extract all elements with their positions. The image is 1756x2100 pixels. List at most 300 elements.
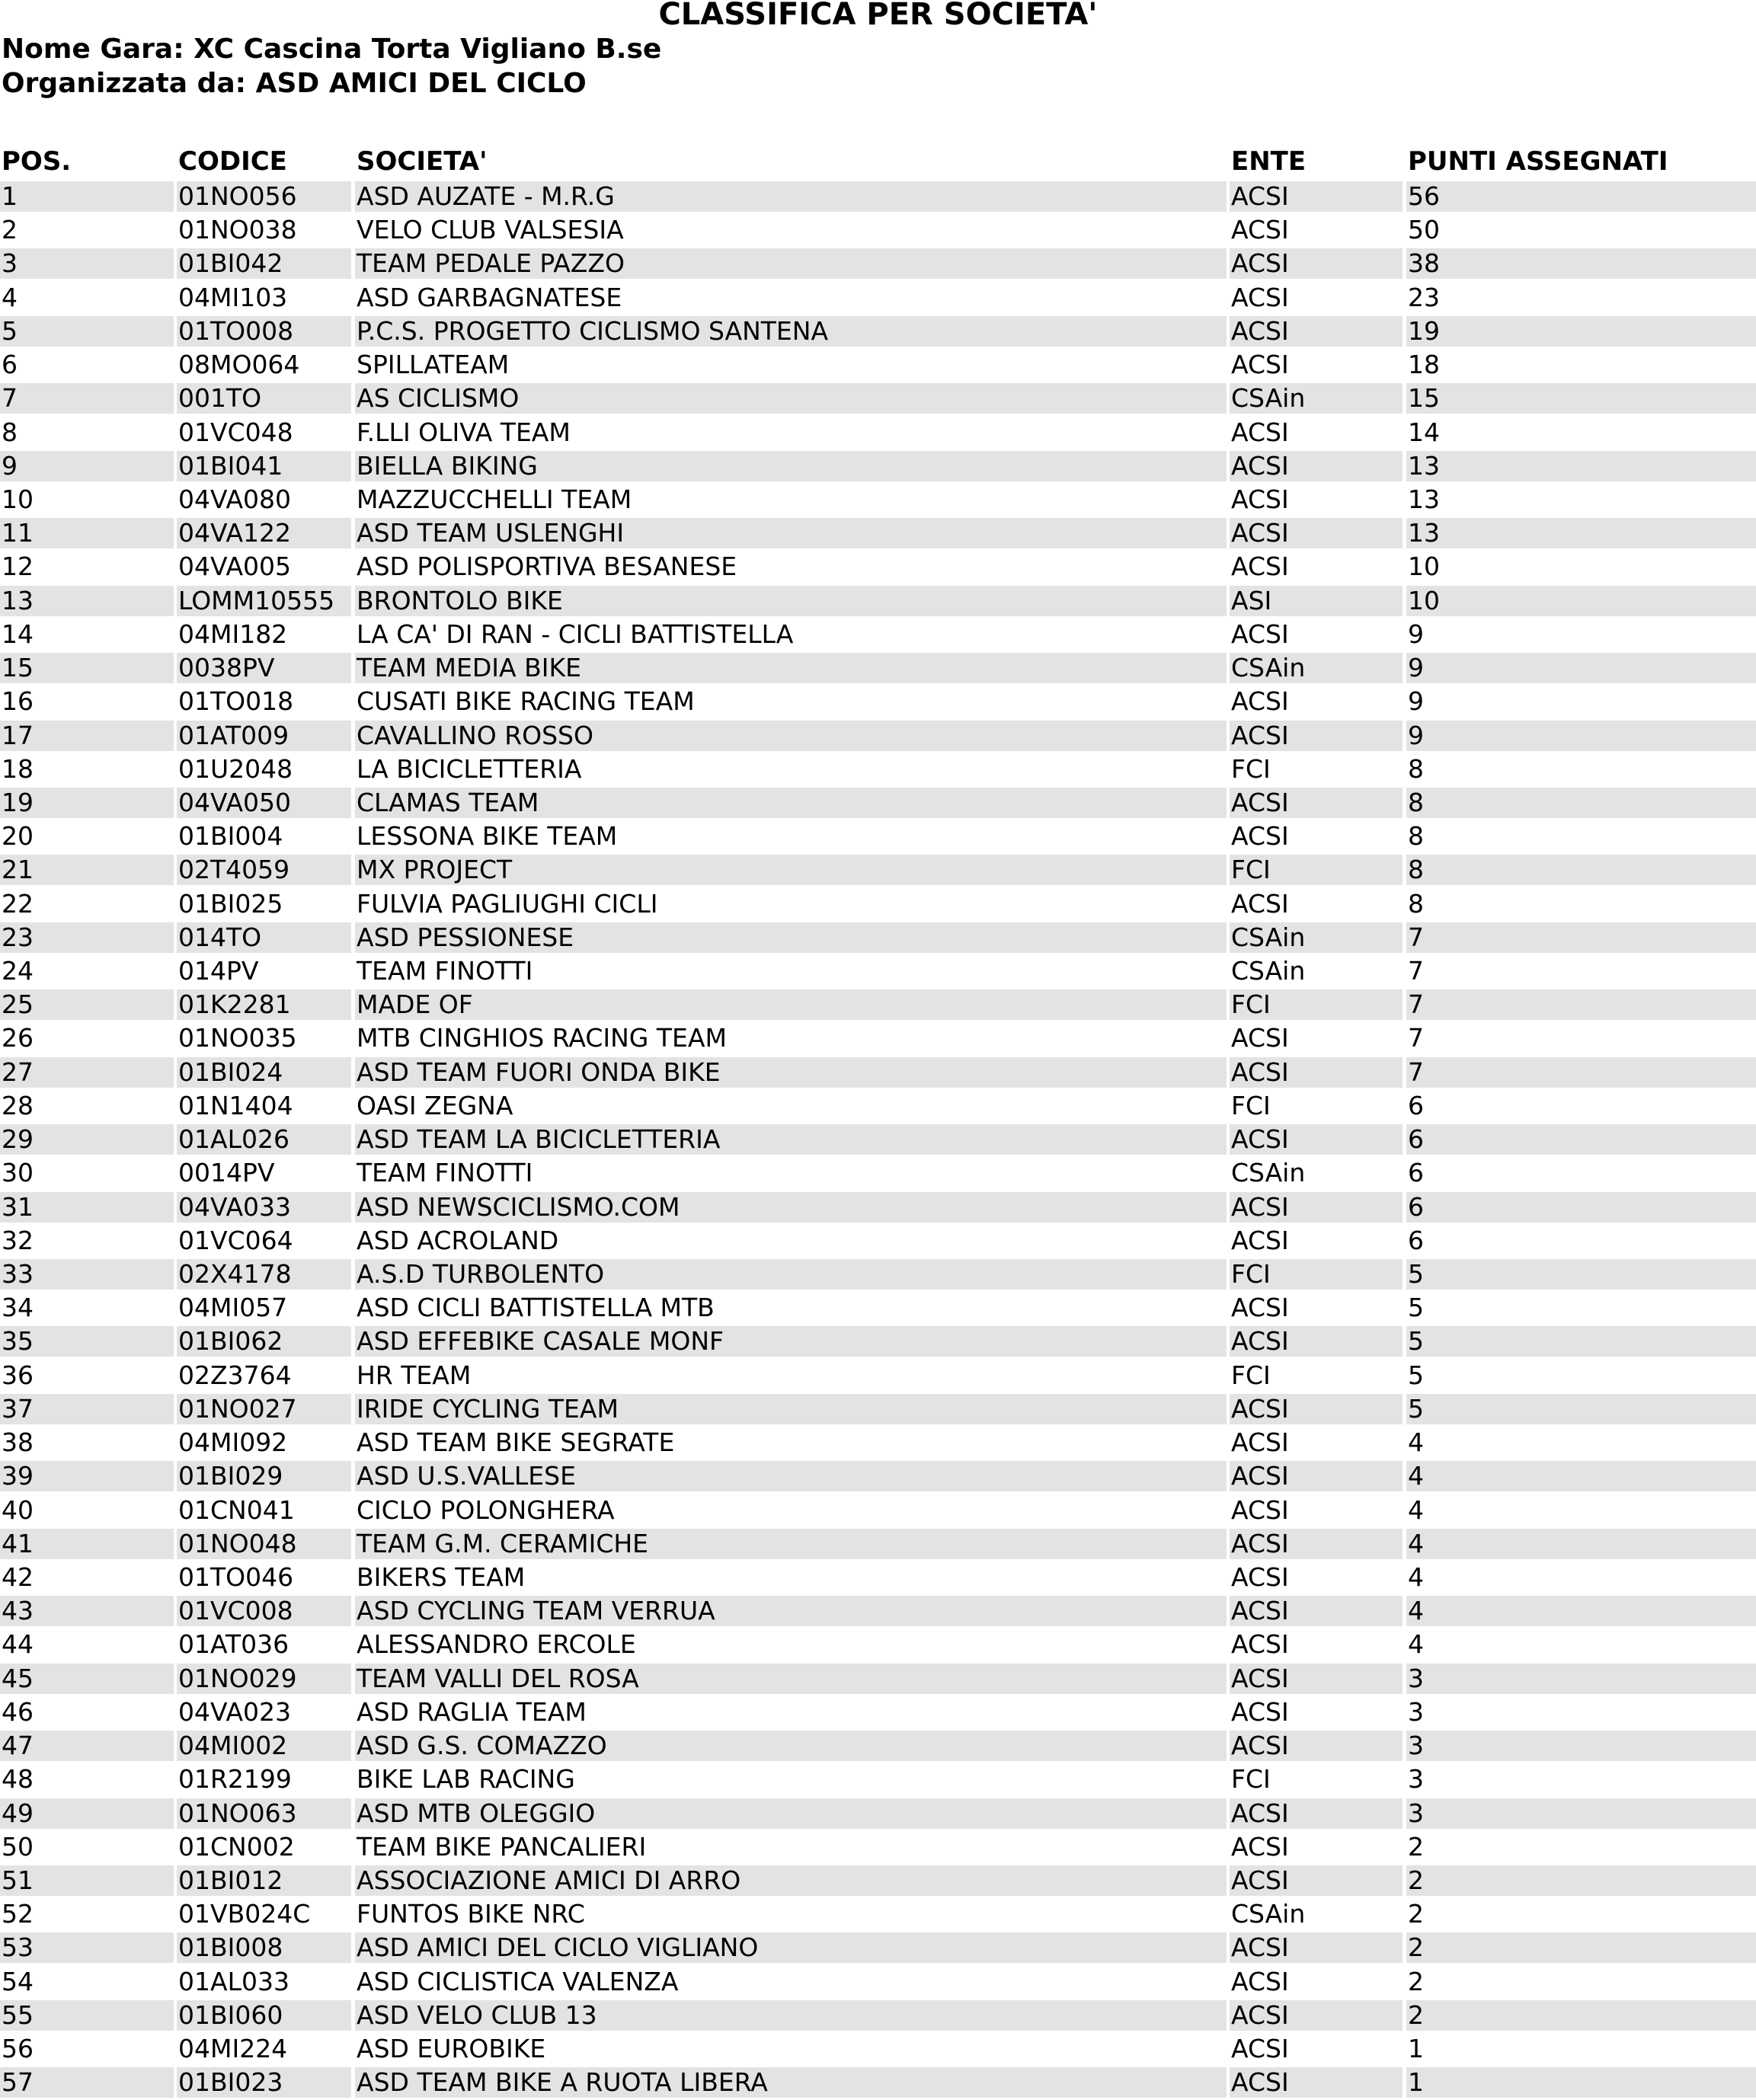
cell-pos: 15 [0,653,174,683]
cell-codice: 01NO056 [177,181,351,212]
cell-codice: 04VA080 [178,484,292,514]
table-row [0,1427,1756,1460]
table-row [0,484,1756,517]
table-row [0,686,1756,719]
table-row [0,517,1756,551]
cell-ente: ACSI [1231,215,1289,245]
cell-punti: 3 [1406,1664,1756,1694]
cell-societa: ASD TEAM LA BICICLETTERIA [355,1124,1227,1155]
cell-pos: 48 [2,1764,34,1795]
table-row [0,1494,1756,1528]
cell-punti: 5 [1408,1293,1424,1323]
column-header-punti: PUNTI ASSEGNATI [1408,146,1668,177]
cell-ente: ACSI [1231,282,1289,312]
cell-codice: 01TO018 [178,686,294,717]
cell-ente: ACSI [1231,551,1289,582]
cell-punti: 4 [1408,1561,1424,1592]
table-row [0,349,1756,382]
cell-codice: 01VC064 [178,1225,293,1255]
cell-punti: 10 [1408,551,1440,582]
cell-punti: 19 [1406,316,1756,347]
cell-societa: P.C.S. PROGETTO CICLISMO SANTENA [355,316,1227,347]
cell-pos: 38 [2,1427,34,1458]
race-name: Nome Gara: XC Cascina Torta Vigliano B.se [2,34,662,65]
cell-pos: 18 [2,753,34,784]
cell-pos: 53 [0,1932,174,1963]
cell-punti: 9 [1408,618,1424,649]
cell-societa: CAVALLINO ROSSO [355,721,1227,751]
cell-punti: 3 [1406,1731,1756,1761]
cell-pos: 40 [2,1494,34,1525]
cell-pos: 29 [0,1124,174,1155]
table-row [0,1595,1756,1629]
cell-societa: A.S.D TURBOLENTO [355,1259,1227,1290]
cell-ente: FCI [1231,753,1271,784]
table-row [0,1696,1756,1730]
cell-pos: 13 [0,586,174,616]
table-row [0,248,1756,281]
cell-codice: 01NO063 [177,1798,351,1829]
cell-ente: ACSI [1230,518,1403,548]
cell-ente: ACSI [1231,686,1289,717]
cell-societa: OASI ZEGNA [357,1090,513,1120]
cell-societa: MAZZUCCHELLI TEAM [357,484,632,514]
cell-ente: ASI [1230,586,1403,616]
cell-societa: BIKERS TEAM [357,1561,526,1592]
cell-codice: 01NO038 [178,215,297,245]
cell-pos: 47 [0,1731,174,1761]
cell-punti: 7 [1406,1057,1756,1088]
cell-ente: ACSI [1230,451,1403,481]
cell-punti: 6 [1408,1090,1424,1120]
cell-codice: 01AL033 [178,1966,289,1996]
table-row [0,1225,1756,1258]
cell-pos: 27 [0,1057,174,1088]
cell-punti: 4 [1408,1629,1424,1660]
column-header-ente: ENTE [1231,146,1307,177]
cell-punti: 4 [1408,1494,1424,1525]
cell-ente: FCI [1230,1259,1403,1290]
cell-pos: 16 [2,686,34,717]
cell-punti: 13 [1406,518,1756,548]
cell-codice: 01TO046 [178,1561,294,1592]
page-title: CLASSIFICA PER SOCIETA' [658,0,1098,32]
cell-codice: 01NO035 [178,1023,297,1053]
table-row [0,450,1756,484]
cell-punti: 13 [1406,451,1756,481]
table-row [0,652,1756,686]
cell-ente: ACSI [1230,1394,1403,1424]
cell-ente: ACSI [1230,1865,1403,1896]
table-row [0,854,1756,887]
table-row [0,989,1756,1022]
cell-punti: 7 [1408,956,1424,986]
cell-pos: 22 [2,888,34,919]
cell-punti: 56 [1406,181,1756,212]
table-row [0,1460,1756,1494]
cell-codice: LOMM10555 [177,586,351,616]
organizer: Organizzata da: ASD AMICI DEL CICLO [2,68,587,99]
table-row [0,1191,1756,1225]
cell-punti: 2 [1406,1932,1756,1963]
cell-pos: 7 [0,383,174,414]
cell-pos: 43 [0,1596,174,1626]
table-row [0,1325,1756,1359]
cell-societa: AS CICLISMO [355,383,1227,414]
cell-pos: 46 [2,1696,34,1727]
cell-ente: FCI [1230,989,1403,1020]
cell-societa: TEAM G.M. CERAMICHE [355,1529,1227,1559]
cell-codice: 01N1404 [178,1090,293,1120]
table-row [0,1865,1756,1898]
table-row [0,753,1756,787]
cell-societa: IRIDE CYCLING TEAM [355,1394,1227,1424]
cell-codice: 01NO048 [177,1529,351,1559]
cell-societa: ALESSANDRO ERCOLE [357,1629,636,1660]
table-row [0,618,1756,652]
cell-societa: TEAM PEDALE PAZZO [355,248,1227,279]
cell-codice: 0038PV [177,653,351,683]
table-row [0,955,1756,989]
cell-ente: ACSI [1230,1461,1403,1491]
column-header-pos: POS. [2,146,72,177]
cell-ente: ACSI [1231,618,1289,649]
cell-societa: ASD ACROLAND [357,1225,559,1255]
cell-societa: ASD TEAM FUORI ONDA BIKE [355,1057,1227,1088]
cell-pos: 19 [0,788,174,818]
cell-pos: 50 [2,1831,34,1862]
cell-societa: BIELLA BIKING [355,451,1227,481]
ranking-table [0,181,1756,2100]
cell-pos: 57 [0,2067,174,2098]
table-row [0,1258,1756,1292]
table-row [0,1730,1756,1763]
table-row [0,585,1756,618]
cell-codice: 01BI024 [177,1057,351,1088]
table-row [0,1360,1756,1393]
cell-punti: 18 [1408,350,1440,380]
cell-punti: 3 [1408,1696,1424,1727]
table-row [0,1629,1756,1662]
cell-societa: ASD TEAM BIKE SEGRATE [357,1427,675,1458]
cell-ente: FCI [1231,1090,1271,1120]
table-row [0,1898,1756,1932]
table-row [0,417,1756,450]
cell-pos: 4 [2,282,18,312]
cell-codice: 01BI004 [178,821,283,852]
cell-ente: ACSI [1231,350,1289,380]
cell-societa: FUNTOS BIKE NRC [357,1899,585,1929]
cell-societa: LESSONA BIKE TEAM [357,821,618,852]
cell-pos: 1 [0,181,174,212]
cell-codice: 04VA050 [177,788,351,818]
cell-ente: FCI [1231,1764,1271,1795]
cell-codice: 04VA033 [177,1192,351,1223]
table-row [0,888,1756,922]
cell-codice: 04VA023 [178,1696,292,1727]
cell-punti: 4 [1406,1596,1756,1626]
cell-punti: 2 [1406,2000,1756,2031]
cell-codice: 01BI060 [177,2000,351,2031]
table-row [0,551,1756,584]
table-row [0,1798,1756,1831]
cell-pos: 21 [0,855,174,885]
cell-societa: BRONTOLO BIKE [355,586,1227,616]
cell-ente: FCI [1231,1360,1271,1390]
cell-pos: 45 [0,1664,174,1694]
cell-societa: ASD TEAM USLENGHI [355,518,1227,548]
table-row [0,1056,1756,1090]
cell-pos: 37 [0,1394,174,1424]
cell-ente: ACSI [1230,1731,1403,1761]
cell-codice: 04MI057 [178,1293,288,1323]
cell-ente: ACSI [1231,1966,1289,1996]
cell-pos: 9 [0,451,174,481]
table-row [0,1763,1756,1797]
cell-societa: CLAMAS TEAM [355,788,1227,818]
cell-pos: 2 [2,215,18,245]
cell-pos: 5 [0,316,174,347]
cell-punti: 14 [1408,417,1440,447]
cell-codice: 02Z3764 [178,1360,292,1390]
cell-codice: 01AT009 [177,721,351,751]
cell-ente: ACSI [1231,1831,1289,1862]
cell-punti: 9 [1406,721,1756,751]
cell-societa: F.LLI OLIVA TEAM [357,417,571,447]
cell-ente: ACSI [1230,2067,1403,2098]
cell-pos: 24 [2,956,34,986]
cell-punti: 15 [1406,383,1756,414]
cell-pos: 20 [2,821,34,852]
cell-codice: 04VA122 [177,518,351,548]
cell-pos: 31 [0,1192,174,1223]
cell-ente: ACSI [1230,1326,1403,1357]
cell-pos: 36 [2,1360,34,1390]
cell-punti: 1 [1406,2067,1756,2098]
cell-punti: 9 [1406,653,1756,683]
cell-codice: 01NO027 [177,1394,351,1424]
cell-societa: ASSOCIAZIONE AMICI DI ARRO [355,1865,1227,1896]
cell-societa: ASD U.S.VALLESE [355,1461,1227,1491]
cell-societa: ASD VELO CLUB 13 [355,2000,1227,2031]
cell-ente: ACSI [1231,2034,1289,2064]
cell-ente: ACSI [1231,1023,1289,1053]
cell-pos: 33 [0,1259,174,1290]
cell-ente: ACSI [1230,1596,1403,1626]
cell-pos: 32 [2,1225,34,1255]
table-row [0,1528,1756,1561]
cell-punti: 10 [1406,586,1756,616]
cell-ente: ACSI [1230,1124,1403,1155]
table-row [0,1090,1756,1124]
cell-codice: 01CN041 [178,1494,295,1525]
cell-codice: 04MI092 [178,1427,288,1458]
cell-codice: 08MO064 [178,350,300,380]
cell-ente: ACSI [1230,1192,1403,1223]
cell-codice: 04MI103 [178,282,288,312]
table-row [0,1157,1756,1191]
cell-ente: CSAin [1231,1899,1306,1929]
cell-punti: 6 [1406,1124,1756,1155]
cell-societa: VELO CLUB VALSESIA [357,215,624,245]
table-row [0,282,1756,315]
cell-societa: ASD G.S. COMAZZO [355,1731,1227,1761]
cell-pos: 51 [0,1865,174,1896]
cell-punti: 4 [1406,1461,1756,1491]
cell-punti: 5 [1406,1259,1756,1290]
cell-ente: ACSI [1230,1664,1403,1694]
cell-societa: TEAM MEDIA BIKE [355,653,1227,683]
cell-ente: ACSI [1231,1427,1289,1458]
cell-societa: ASD CYCLING TEAM VERRUA [355,1596,1227,1626]
cell-punti: 6 [1408,1158,1424,1188]
cell-punti: 8 [1408,821,1424,852]
cell-pos: 11 [0,518,174,548]
cell-punti: 2 [1408,1966,1424,1996]
cell-ente: CSAin [1230,922,1403,953]
cell-codice: 04MI182 [178,618,288,649]
table-row [0,1966,1756,1999]
cell-pos: 23 [0,922,174,953]
cell-punti: 2 [1406,1865,1756,1896]
cell-codice: 01R2199 [178,1764,292,1795]
cell-punti: 50 [1408,215,1440,245]
cell-societa: ASD CICLISTICA VALENZA [357,1966,679,1996]
cell-ente: ACSI [1231,1629,1289,1660]
cell-ente: ACSI [1230,721,1403,751]
cell-societa: MTB CINGHIOS RACING TEAM [357,1023,727,1053]
table-row [0,1999,1756,2033]
cell-punti: 5 [1406,1394,1756,1424]
cell-ente: ACSI [1231,1293,1289,1323]
cell-codice: 01AL026 [177,1124,351,1155]
cell-societa: TEAM FINOTTI [357,956,533,986]
cell-ente: CSAin [1230,383,1403,414]
cell-codice: 01BI008 [177,1932,351,1963]
cell-societa: LA CA' DI RAN - CICLI BATTISTELLA [357,618,794,649]
table-row [0,2033,1756,2066]
cell-societa: CICLO POLONGHERA [357,1494,615,1525]
cell-codice: 02X4178 [177,1259,351,1290]
table-row [0,1663,1756,1696]
cell-ente: ACSI [1230,1529,1403,1559]
cell-pos: 12 [2,551,34,582]
cell-pos: 6 [2,350,18,380]
cell-codice: 01VC048 [178,417,293,447]
cell-punti: 1 [1408,2034,1424,2064]
table-row [0,1124,1756,1157]
column-header-codice: CODICE [178,146,287,177]
cell-punti: 2 [1408,1831,1424,1862]
cell-codice: 014PV [178,956,259,986]
cell-pos: 30 [2,1158,34,1188]
cell-pos: 55 [0,2000,174,2031]
cell-ente: ACSI [1231,888,1289,919]
cell-ente: ACSI [1230,788,1403,818]
table-header [0,145,1756,178]
cell-societa: TEAM BIKE PANCALIERI [357,1831,647,1862]
cell-societa: ASD AMICI DEL CICLO VIGLIANO [355,1932,1227,1963]
cell-codice: 001TO [177,383,351,414]
cell-punti: 4 [1406,1529,1756,1559]
cell-punti: 13 [1408,484,1440,514]
table-row [0,720,1756,753]
cell-codice: 01K2281 [177,989,351,1020]
cell-punti: 7 [1406,989,1756,1020]
cell-codice: 01VC008 [177,1596,351,1626]
cell-ente: ACSI [1231,1561,1289,1592]
cell-societa: SPILLATEAM [357,350,510,380]
table-row [0,922,1756,955]
table-row [0,1022,1756,1056]
cell-codice: 01AT036 [178,1629,289,1660]
cell-ente: ACSI [1230,181,1403,212]
cell-codice: 04VA005 [178,551,292,582]
cell-codice: 0014PV [178,1158,275,1188]
cell-pos: 3 [0,248,174,279]
cell-societa: ASD EUROBIKE [357,2034,546,2064]
table-row [0,1292,1756,1325]
table-row [0,1561,1756,1595]
cell-ente: ACSI [1230,1057,1403,1088]
cell-ente: FCI [1230,855,1403,885]
cell-societa: MX PROJECT [355,855,1227,885]
cell-societa: ASD RAGLIA TEAM [357,1696,587,1727]
cell-ente: CSAin [1231,1158,1306,1188]
cell-ente: ACSI [1231,1494,1289,1525]
cell-societa: CUSATI BIKE RACING TEAM [357,686,695,717]
cell-societa: ASD GARBAGNATESE [357,282,622,312]
cell-ente: CSAin [1231,956,1306,986]
cell-codice: 01U2048 [178,753,293,784]
cell-codice: 01CN002 [178,1831,295,1862]
cell-pos: 26 [2,1023,34,1053]
cell-societa: TEAM FINOTTI [357,1158,533,1188]
table-row [0,1393,1756,1427]
cell-ente: ACSI [1230,1932,1403,1963]
cell-punti: 6 [1408,1225,1424,1255]
table-row [0,315,1756,349]
cell-ente: ACSI [1230,248,1403,279]
cell-pos: 52 [2,1899,34,1929]
cell-pos: 54 [2,1966,34,1996]
cell-pos: 49 [0,1798,174,1829]
cell-punti: 7 [1408,1023,1424,1053]
cell-pos: 56 [2,2034,34,2064]
cell-ente: CSAin [1230,653,1403,683]
cell-societa: BIKE LAB RACING [357,1764,575,1795]
cell-societa: LA BICICLETTERIA [357,753,582,784]
cell-ente: ACSI [1230,316,1403,347]
cell-punti: 5 [1408,1360,1424,1390]
cell-societa: ASD POLISPORTIVA BESANESE [357,551,737,582]
table-row [0,382,1756,416]
cell-codice: 01BI025 [178,888,283,919]
cell-punti: 23 [1408,282,1440,312]
cell-societa: ASD MTB OLEGGIO [355,1798,1227,1829]
cell-codice: 01BI029 [177,1461,351,1491]
cell-societa: ASD AUZATE - M.R.G [355,181,1227,212]
cell-societa: ASD EFFEBIKE CASALE MONF [355,1326,1227,1357]
table-row [0,214,1756,248]
cell-punti: 9 [1408,686,1424,717]
cell-punti: 8 [1406,855,1756,885]
cell-pos: 41 [0,1529,174,1559]
cell-pos: 25 [0,989,174,1020]
cell-punti: 3 [1406,1798,1756,1829]
column-header-societa: SOCIETA' [357,146,488,177]
cell-codice: 02T4059 [177,855,351,885]
